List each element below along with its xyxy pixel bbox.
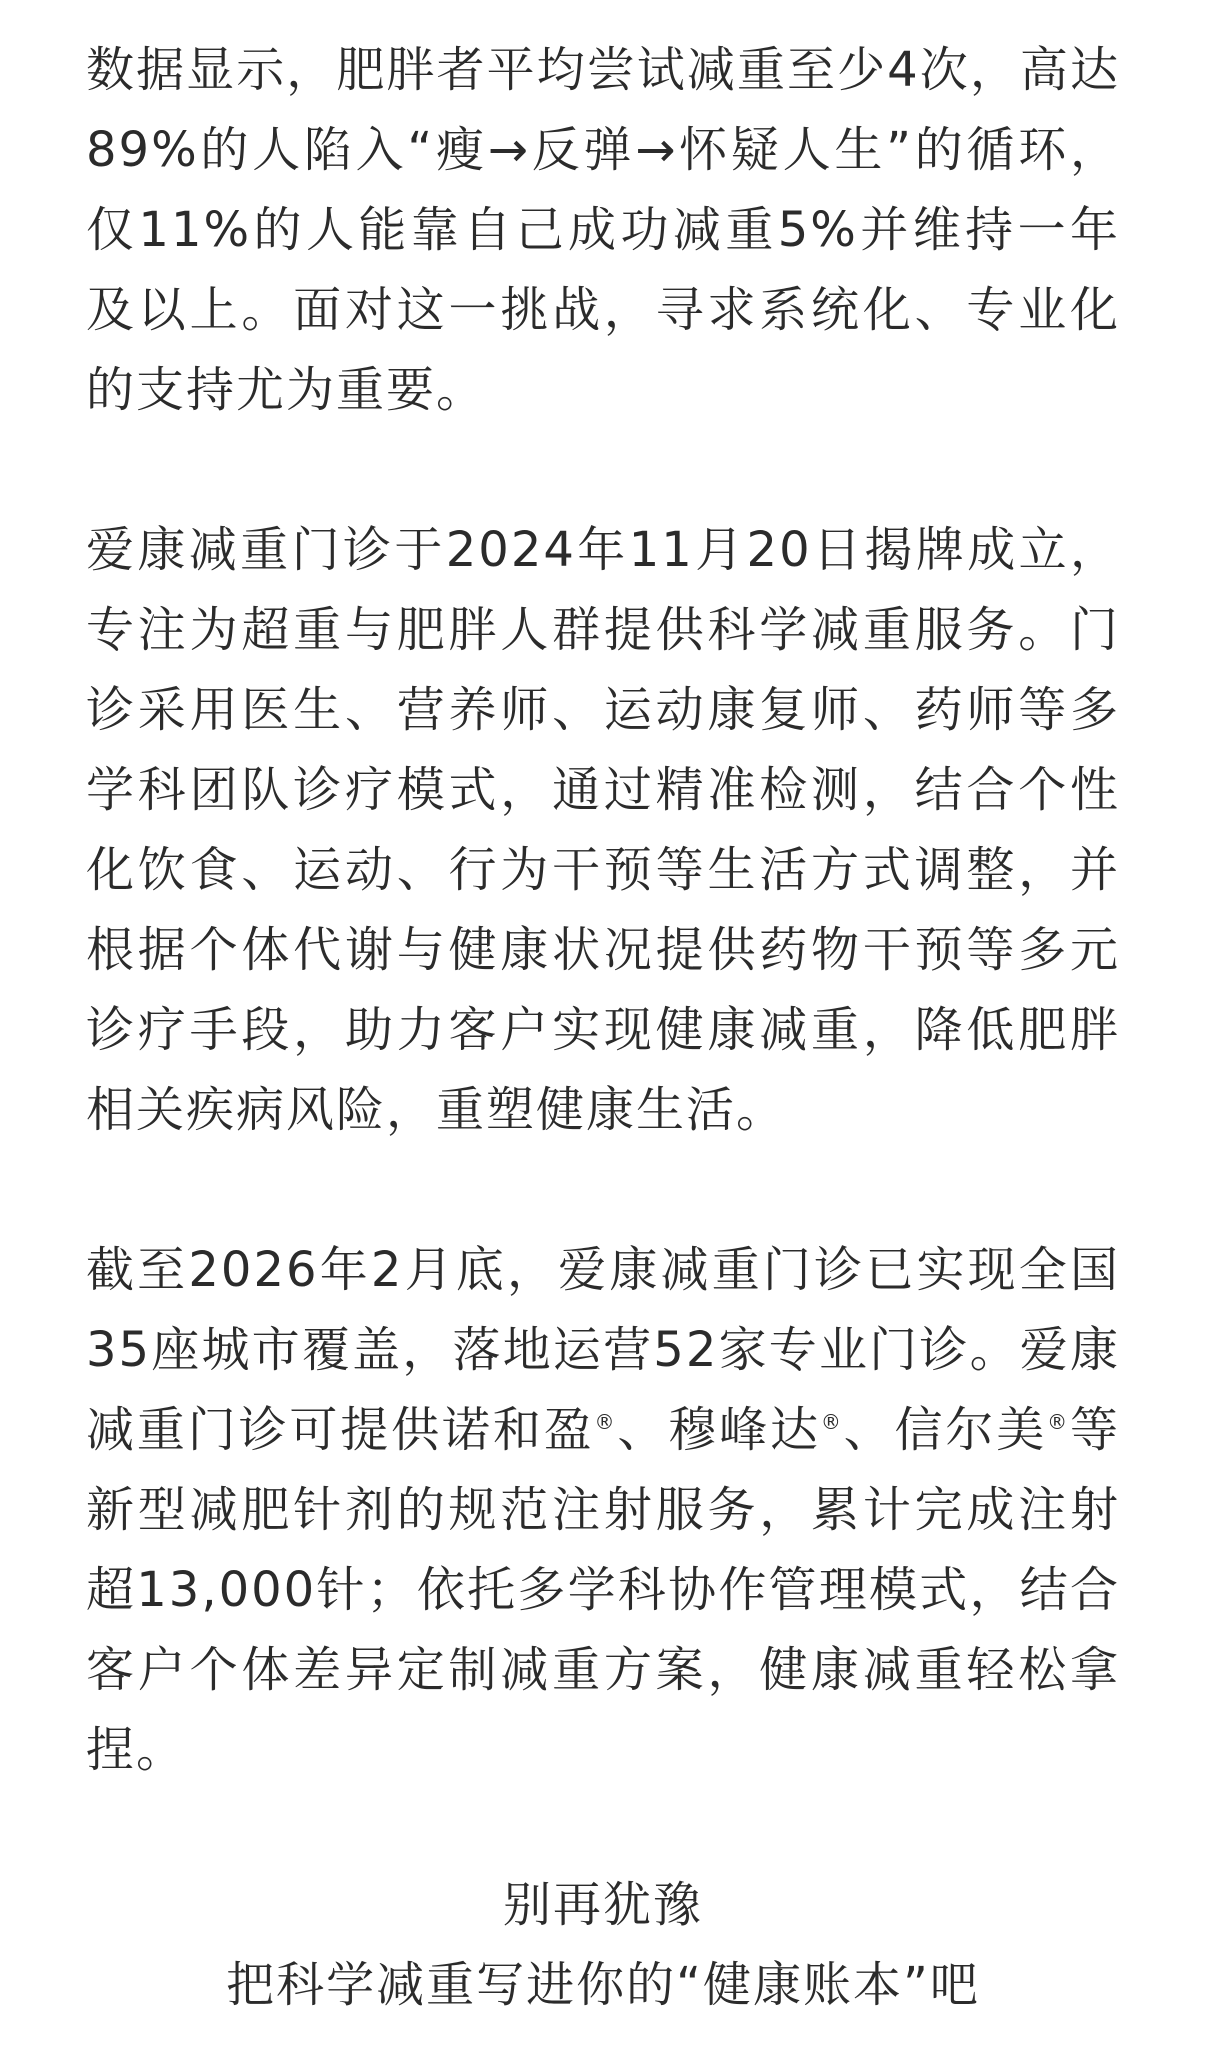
article-body [86,30,1120,1790]
registered-mark: ® [820,1410,843,1434]
registered-mark: ® [594,1410,617,1434]
paragraph-statistics: 数据显示，肥胖者平均尝试减重至少4次，高达89%的人陷入“瘦→反弹→怀疑人生”的循环，仅11%的人能靠自己成功减重5%并维持一年及以上。面对这一挑战，寻求系统化、专业化的支持尤为重要。 [86,42,1120,418]
closing-slogan [0,1865,1206,2025]
registered-mark: ® [1047,1410,1070,1434]
paragraph-clinic-coverage: 截至2026年2月底，爱康减重门诊已实现全国35座城市覆盖，落地运营52家专业门诊。爱康减重门诊可提供诺和盈®、穆峰达®、信尔美®等新型减肥针剂的规范注射服务，累计完成注射超13,000针；依托多学科协作管理模式，结合客户个体差异定制减重方案，健康减重轻松拿捏。 [86,1242,1120,1778]
paragraph-clinic-intro: 爱康减重门诊于2024年11月20日揭牌成立，专注为超重与肥胖人群提供科学减重服务。门诊采用医生、营养师、运动康复师、药师等多学科团队诊疗模式，通过精准检测，结合个性化饮食、运动、行为干预等生活方式调整，并根据个体代谢与健康状况提供药物干预等多元诊疗手段，助力客户实现健康减重，降低肥胖相关疾病风险，重塑健康生活。 [86,522,1120,1138]
closing-line-2: 把科学减重写进你的“健康账本”吧 [226,1957,980,2013]
closing-line-1: 别再犹豫 [502,1877,703,1933]
